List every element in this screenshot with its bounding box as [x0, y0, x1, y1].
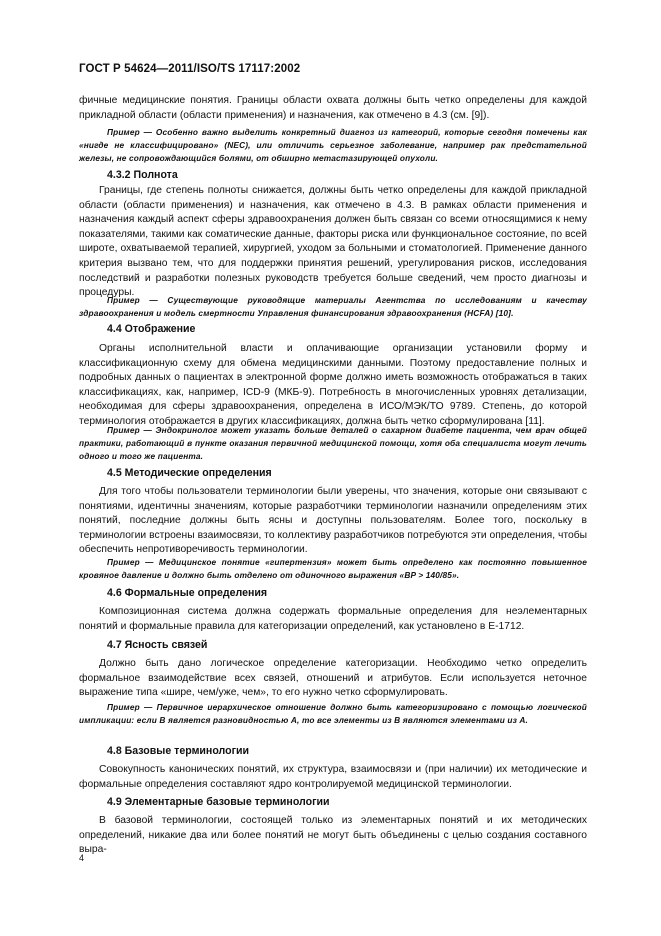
example-5 [79, 701, 587, 727]
paragraph-4-7 [79, 657, 587, 701]
paragraph-4-5 [79, 485, 587, 558]
document-header: ГОСТ Р 54624—2011/ISO/TS 17117:2002 [79, 63, 301, 75]
paragraph-intro [79, 94, 587, 123]
paragraph-text: фичные медицинские понятия. Границы области охвата должны быть четко определены для каждой прикладной области (области применения) и назначения, как отмечено в 4.3 (см. [9]). [79, 95, 587, 121]
paragraph-text: Границы, где степень полноты снижается, должны быть четко определены для каждой прикладной области (области применения) и назначения, как отмечено в 4.3. В рамках области применения и назначения каждый аспект сферы здравоохранения должен быть связан со всеми относящимися к нему показателями, такими как соматические данные, факторы риска или функциональное состояние, по всей широте, охватываемой терапией, хирургией, уходом за больными и стоматологией. Применение данного критерия вызвано тем, что для поддержки принятия решений, урегулирования рисков, исследования последствий и разработки полезных руководств требуется больше сведений, чем просто диагнозы и процедуры. [79, 185, 587, 299]
paragraph-text: Совокупность канонических понятий, их структура, взаимосвязи и (при наличии) их методические и формальные определения составляют ядро контролируемой медицинской терминологии. [79, 764, 587, 790]
paragraph-text: Органы исполнительной власти и оплачивающие организации установили форму и классификационную схему для обмена медицинскими данными. Поэтому предоставление полных и подробных данных о пациентах в электронной форме должно иметь возможность отображаться в таких классификациях, как, например, ICD-9 (МКБ-9). Потребность в многочисленных уровнях детализации, необходимая для сферы здравоохранения, определена в ИСО/МЭК/ТО 9789. Степень, до которой терминология отображается в других классификациях, должна быть четко сформулирована [11]. [79, 343, 587, 427]
example-text: Пример — Медицинское понятие «гипертензия» может быть определено как постоянно повышенное кровяное давление и должно быть отделено от одиночного выражения «BP > 140/85». [79, 557, 587, 580]
example-2 [79, 294, 587, 320]
example-text: Пример — Эндокринолог может указать больше деталей о сахарном диабете пациента, чем врач общей практики, работающий в пункте оказания первичной медицинской помощи, хотя оба специалиста могут лечить одного и того же пациента. [79, 425, 587, 461]
heading-4-3-2: 4.3.2 Полнота [107, 169, 178, 181]
example-3 [79, 424, 587, 462]
paragraph-4-8 [79, 763, 587, 792]
heading-4-7: 4.7 Ясность связей [107, 639, 208, 651]
heading-4-9: 4.9 Элементарные базовые терминологии [107, 796, 330, 808]
paragraph-text: Для того чтобы пользователи терминологии были уверены, что значения, которые они связывают с понятиями, идентичны значениям, которые разработчики терминологии назначили определениям этих понятий, последние должны быть ясны и доступны пользователям. Более того, поскольку в терминологии встроены взаимосвязи, то коллективу разработчиков потребуются эти определения, чтобы обеспечить непротиворечивость терминологии. [79, 486, 587, 556]
example-1 [79, 126, 587, 164]
paragraph-text: Композиционная система должна содержать формальные определения для неэлементарных понятий и формальные правила для категоризации определений, как установлено в Е-1712. [79, 606, 587, 632]
example-text: Пример — Существующие руководящие материалы Агентства по исследованиям и качеству здравоохранения и модель смертности Управления финансирования здравоохранения (HCFA) [10]. [79, 295, 587, 318]
paragraph-4-4 [79, 342, 587, 430]
paragraph-text: В базовой терминологии, состоящей только из элементарных понятий и их методических определений, никакие два или более понятий не могут быть объединены с целью создания составного выра- [79, 815, 587, 856]
page-number: 4 [79, 853, 85, 863]
paragraph-4-9 [79, 814, 587, 858]
paragraph-4-6 [79, 605, 587, 634]
example-text: Пример — Особенно важно выделить конкретный диагноз из категорий, которые сегодня помечены как «нигде не классифицировано» (NEC), или отличить серьезное заболевание, например рак предстательной железы, не сопровождающийся болями, от обширно метастазирующей опухоли. [79, 127, 587, 163]
heading-4-4: 4.4 Отображение [107, 323, 196, 335]
heading-4-6: 4.6 Формальные определения [107, 587, 268, 599]
example-text: Пример — Первичное иерархическое отношение должно быть категоризировано с помощью логической импликации: если В является разновидностью А, то все элементы из В являются элементами из А. [79, 702, 587, 725]
heading-4-8: 4.8 Базовые терминологии [107, 745, 250, 757]
example-4 [79, 556, 587, 582]
heading-4-5: 4.5 Методические определения [107, 467, 272, 479]
paragraph-4-3-2 [79, 184, 587, 301]
paragraph-text: Должно быть дано логическое определение категоризации. Необходимо четко определить формальное взаимодействие всех связей, отношений и атрибутов. Если используется неточное выражение типа «шире, чем/уже, чем», то его нужно четко сформулировать. [79, 658, 587, 699]
